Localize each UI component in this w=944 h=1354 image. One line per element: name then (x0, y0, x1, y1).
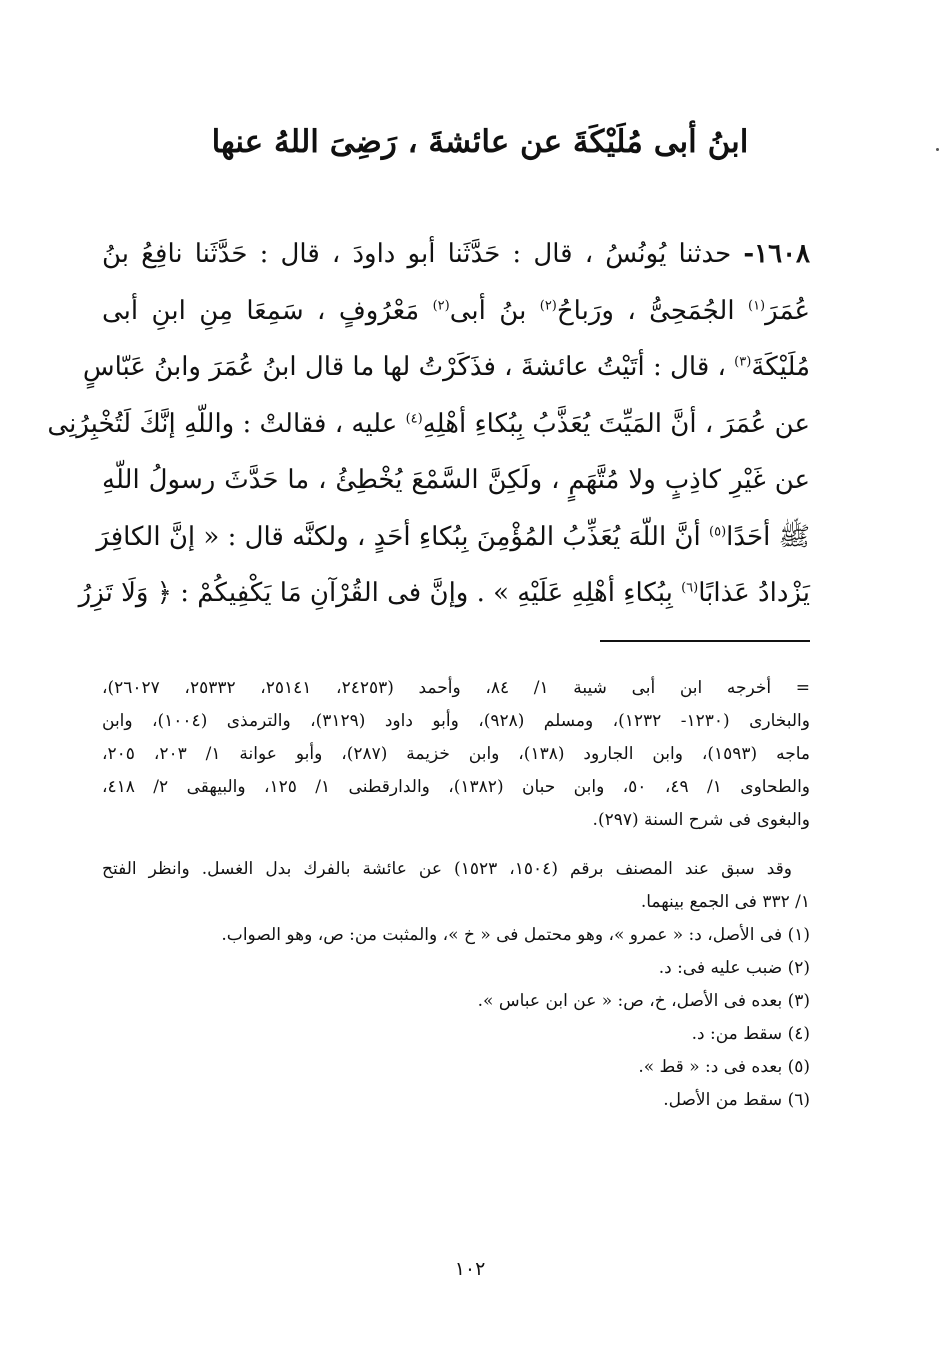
hadith-line-7 (78, 565, 810, 622)
hadith-segment: مُلَيْكَةَ (751, 352, 810, 382)
note-spacer (102, 837, 810, 853)
footnote-5: (٥) بعده فى د: « قط ». (638, 1057, 810, 1077)
hadith-segment: ، قال : أتَيْتُ عائشةَ ، فذَكَرْتُ لها ما قال ابنُ عُمَرَ وابنُ عَبّاسٍ (82, 352, 726, 382)
hadith-segment: عن عُمَرَ ، أنَّ المَيِّتَ يُعَذَّبُ بِبُكاءِ أهْلِهِ (422, 408, 810, 439)
chapter-title: ابنُ أبى مُلَيْكَةَ عن عائشةَ ، رَضِىَ اللهُ عنها (211, 124, 749, 160)
hadith-line-2 (102, 283, 810, 340)
hadith-segment: بِبُكاءِ أهْلِهِ عَلَيْهِ » . وإنَّ فى القُرْآنِ مَا يَكْفِيكُمْ : ﴿ وَلَا تَزِرُ (78, 578, 673, 608)
page-number: ١٠٢ (454, 1258, 486, 1280)
footnote-ref: (٦) (681, 580, 699, 596)
hadith-segment: يَزْدادُ عَذابًا (698, 578, 810, 608)
takhrij-line: = أخرجه ابن أبى شيبة ١/ ٨٤، وأحمد (٢٤٢٥٣، ٢٥١٤١، ٢٥٣٣٢، ٢٦٠٢٧)، (102, 678, 811, 698)
footnote-1: (١) فى الأصل، د: « عمرو »، وهو محتمل فى « خ »، والمثبت من: ص، وهو الصواب. (221, 925, 810, 945)
hadith-line-3 (82, 339, 810, 396)
hadith-segment: ﷺ أحَدًا (726, 521, 810, 552)
hadith-segment: عُمَرَ (765, 295, 811, 326)
hadith-segment: عن غَيْرِ كاذِبٍ ولا مُتَّهَمٍ ، ولَكِنَّ السَّمْعَ يُخْطِئُ ، ما حَدَّثَ رسولُ اللّهِ (102, 465, 810, 495)
footnote-ref: (٣) (734, 354, 752, 370)
footnote-6: (٦) سقط من الأصل. (663, 1090, 810, 1110)
hadith-segment: بنُ أبى (449, 295, 527, 326)
scan-speck (936, 148, 939, 151)
footnote-divider (600, 640, 810, 642)
hadith-number: ١٦٠٨- (743, 239, 811, 269)
footnote-4: (٤) سقط من: د. (691, 1024, 810, 1044)
footnote-ref: (٢) (539, 297, 557, 313)
footnote-3: (٣) بعده فى الأصل، خ، ص: « عن ابن عباس ». (477, 991, 810, 1011)
footnote-2: (٢) ضبب عليه فى: د. (658, 958, 810, 978)
hadith-segment: عليه ، فقالتْ : واللّهِ إنَّكَ لَتُخْبِرُنِى (47, 408, 398, 439)
hadith-line-4 (47, 396, 810, 453)
takhrij-line: والبغوى فى شرح السنة (٢٩٧). (592, 810, 810, 830)
footnote-ref: (٥) (709, 523, 727, 539)
hadith-segment: حدثنا يُونُسُ ، قال : حَدَّثَنا أبو داودَ ، قال : حَدَّثَنا نافِعُ بنُ (102, 239, 732, 269)
footnote-ref: (٢) (432, 297, 450, 313)
hadith-segment: أنَّ اللّهَ يُعَذِّبُ المُؤْمِنَ بِبُكاءِ أحَدٍ ، ولكنَّه قال : « إنَّ الكافِرَ (96, 521, 701, 552)
takhrij-line: والبخارى (١٢٣٠- ١٢٣٢)، ومسلم (٩٢٨)، وأبو داود (٣١٢٩)، والترمذى (١٠٠٤)، وابن (102, 711, 810, 731)
takhrij-line: ماجه (١٥٩٣)، وابن الجارود (١٣٨)، وابن خزيمة (٢٨٧)، وأبو عوانة ١/ ٢٠٣، ٢٠٥، (102, 744, 810, 764)
footnote-ref: (١) (747, 297, 766, 313)
hadith-line-5 (102, 452, 810, 509)
hadith-line-6 (96, 509, 810, 566)
hadith-segment: الجُمَحِىُّ ، ورَباحُ (556, 295, 735, 326)
cross-reference-line: ١/ ٣٣٢ فى الجمع بينهما. (640, 892, 810, 912)
hadith-line-1 (102, 226, 810, 283)
footnotes-section (102, 672, 810, 1117)
hadith-segment: مَعْرُوفٍ ، سَمِعَا مِنِ ابنِ أبى (102, 295, 420, 326)
footnote-ref: (٤) (405, 410, 423, 426)
cross-reference-line: وقد سبق عند المصنف برقم (١٥٠٤، ١٥٢٣) عن عائشة بالفرك بدل الغسل. وانظر الفتح (102, 859, 792, 879)
takhrij-line: والطحاوى ١/ ٤٩، ٥٠، وابن حبان (١٣٨٢)، والدارقطنى ١/ ١٢٥، والبيهقى ٢/ ٤١٨، (102, 777, 811, 797)
hadith-text (47, 226, 811, 622)
